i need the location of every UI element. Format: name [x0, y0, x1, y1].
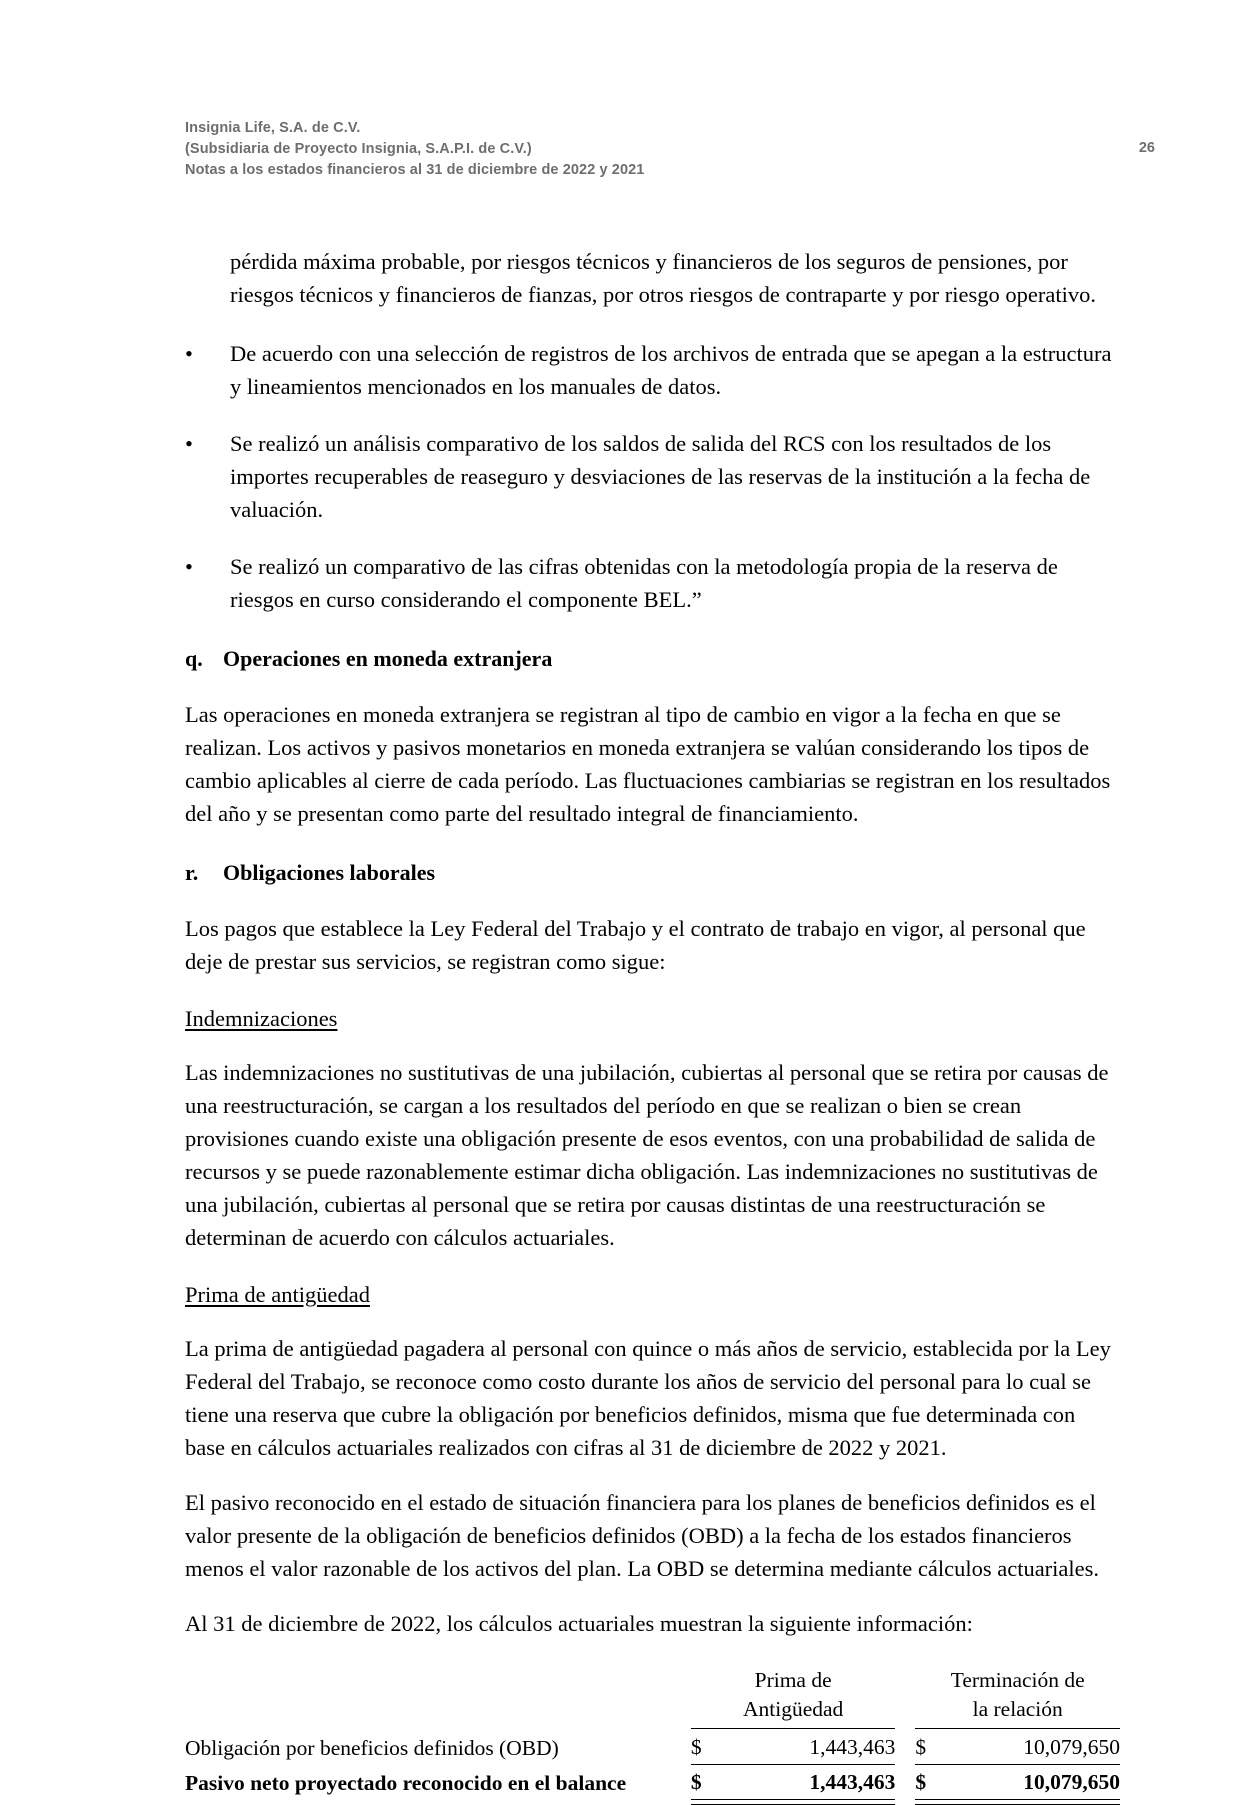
table-header-prima-line2: Antigüedad — [742, 1697, 844, 1721]
dbl-rule-gap — [895, 1800, 915, 1805]
table-cell-currency: $ — [691, 1765, 729, 1800]
table-header-terminacion-line2: la relación — [972, 1697, 1063, 1721]
table-cell-gap — [895, 1729, 915, 1765]
section-q-paragraph: Las operaciones en moneda extranjera se registran al tipo de cambio en vigor a la fecha en que se realizan. Los activos y pasivos monetarios en moneda extranjera se valúan considerando los tipos de cambio aplicables al cierre de cada período. Las fluctuaciones cambiarias se registran en los resultados del año y se presentan como parte del resultado integral de financiamiento. — [185, 702, 1111, 826]
section-heading-q — [185, 644, 1120, 674]
dbl-rule-blank — [185, 1800, 691, 1805]
header-line-subsidiary: (Subsidiaria de Proyecto Insignia, S.A.P.I. de C.V.) — [185, 141, 532, 157]
section-title-r: Obligaciones laborales — [223, 860, 436, 885]
table-header-row-1 — [185, 1666, 1120, 1695]
subheading-indemnizaciones-text: Indemnizaciones — [185, 1006, 338, 1031]
table-cell-label: Pasivo neto proyectado reconocido en el balance — [185, 1770, 627, 1795]
list-item-text: Se realizó un análisis comparativo de los saldos de salida del RCS con los resultados de los importes recuperables de reaseguro y desviaciones de las reservas de la institución a la fecha de valuación. — [230, 431, 1091, 522]
table-cell-value: 1,443,463 — [729, 1729, 896, 1765]
table-header-blank — [185, 1666, 691, 1695]
table-header-prima-line1: Prima de — [754, 1668, 832, 1692]
prima-paragraph-2: El pasivo reconocido en el estado de situación financiera para los planes de beneficios definidos es el valor presente de la obligación de beneficios definidos (OBD) a la fecha de los estados financieros menos el valor razonable de los activos del plan. La OBD se determina mediante cálculos actuariales. — [185, 1490, 1100, 1581]
dbl-rule-terminacion — [915, 1800, 1120, 1805]
bullet-dot-icon: • — [185, 431, 193, 456]
list-item-text: De acuerdo con una selección de registros de los archivos de entrada que se apegan a la estructura y lineamientos mencionados en los manuales de datos. — [230, 341, 1112, 399]
bullet-dot-icon: • — [185, 554, 193, 579]
document-body — [185, 245, 1120, 1805]
header-line-notes: Notas a los estados financieros al 31 de diciembre de 2022 y 2021 — [185, 162, 645, 178]
bullet-list — [185, 337, 1120, 616]
section-r-paragraph: Los pagos que establece la Ley Federal del Trabajo y el contrato de trabajo en vigor, al personal que deje de prestar sus servicios, se registran como sigue: — [185, 916, 1086, 974]
prima-paragraph-1: La prima de antigüedad pagadera al personal con quince o más años de servicio, establecida por la Ley Federal del Trabajo, se reconoce como costo durante los años de servicio del personal para lo cual se tiene una reserva que cubre la obligación por beneficios definidos, misma que fue determinada con base en cálculos actuariales realizados con cifras al 31 de diciembre de 2022 y 2021. — [185, 1336, 1111, 1460]
actuarial-table — [185, 1666, 1120, 1805]
table-cell-currency: $ — [915, 1729, 953, 1765]
continuation-paragraph: pérdida máxima probable, por riesgos técnicos y financieros de los seguros de pensiones, por riesgos técnicos y financieros de fianzas, por otros riesgos de contraparte y por riesgo operativo. — [230, 249, 1096, 307]
subheading-indemnizaciones — [185, 1004, 1120, 1034]
section-letter-r: r. — [185, 860, 199, 885]
prima-paragraph-3: Al 31 de diciembre de 2022, los cálculos actuariales muestran la siguiente información: — [185, 1611, 973, 1636]
table-header-blank-2 — [185, 1695, 691, 1724]
table-cell-gap — [895, 1765, 915, 1800]
section-heading-r — [185, 858, 1120, 888]
header-company-block — [185, 118, 1155, 181]
table-cell-value: 10,079,650 — [953, 1729, 1120, 1765]
list-item — [185, 550, 1120, 616]
section-letter-q: q. — [185, 646, 203, 671]
bullet-dot-icon: • — [185, 341, 193, 366]
table-total-double-rule — [185, 1800, 1120, 1805]
table-header-gap — [895, 1666, 915, 1695]
dbl-rule-prima — [691, 1800, 896, 1805]
table-header-gap-2 — [895, 1695, 915, 1724]
page-number: 26 — [1138, 140, 1155, 156]
table-cell-currency: $ — [691, 1729, 729, 1765]
list-item — [185, 337, 1120, 403]
subheading-prima-antiguedad — [185, 1280, 1120, 1310]
actuarial-table-wrapper — [185, 1666, 1120, 1805]
indemnizaciones-paragraph: Las indemnizaciones no sustitutivas de una jubilación, cubiertas al personal que se retira por causas de una reestructuración, se cargan a los resultados del período en que se realizan o bien se crean provisiones cuando existe una obligación presente de esos eventos, con una probabilidad de salida de recursos y se puede razonablemente estimar dicha obligación. Las indemnizaciones no sustitutivas de una jubilación, cubiertas al personal que se retira por causas distintas de una reestructuración se determinan de acuerdo con cálculos actuariales. — [185, 1060, 1109, 1250]
table-header-row-2 — [185, 1695, 1120, 1724]
list-item-text: Se realizó un comparativo de las cifras obtenidas con la metodología propia de la reserva de riesgos en curso considerando el componente BEL.” — [230, 554, 1058, 612]
table-cell-value: 1,443,463 — [729, 1765, 896, 1800]
table-row — [185, 1765, 1120, 1800]
header-line-company: Insignia Life, S.A. de C.V. — [185, 120, 361, 136]
table-row — [185, 1729, 1120, 1765]
table-cell-value: 10,079,650 — [953, 1765, 1120, 1800]
subheading-prima-antiguedad-text: Prima de antigüedad — [185, 1282, 370, 1307]
page-header — [185, 118, 1155, 181]
section-title-q: Operaciones en moneda extranjera — [223, 646, 553, 671]
table-header-terminacion-line1: Terminación de — [950, 1668, 1085, 1692]
list-item — [185, 427, 1120, 526]
table-cell-label: Obligación por beneficios definidos (OBD) — [185, 1735, 559, 1760]
table-cell-currency: $ — [915, 1765, 953, 1800]
